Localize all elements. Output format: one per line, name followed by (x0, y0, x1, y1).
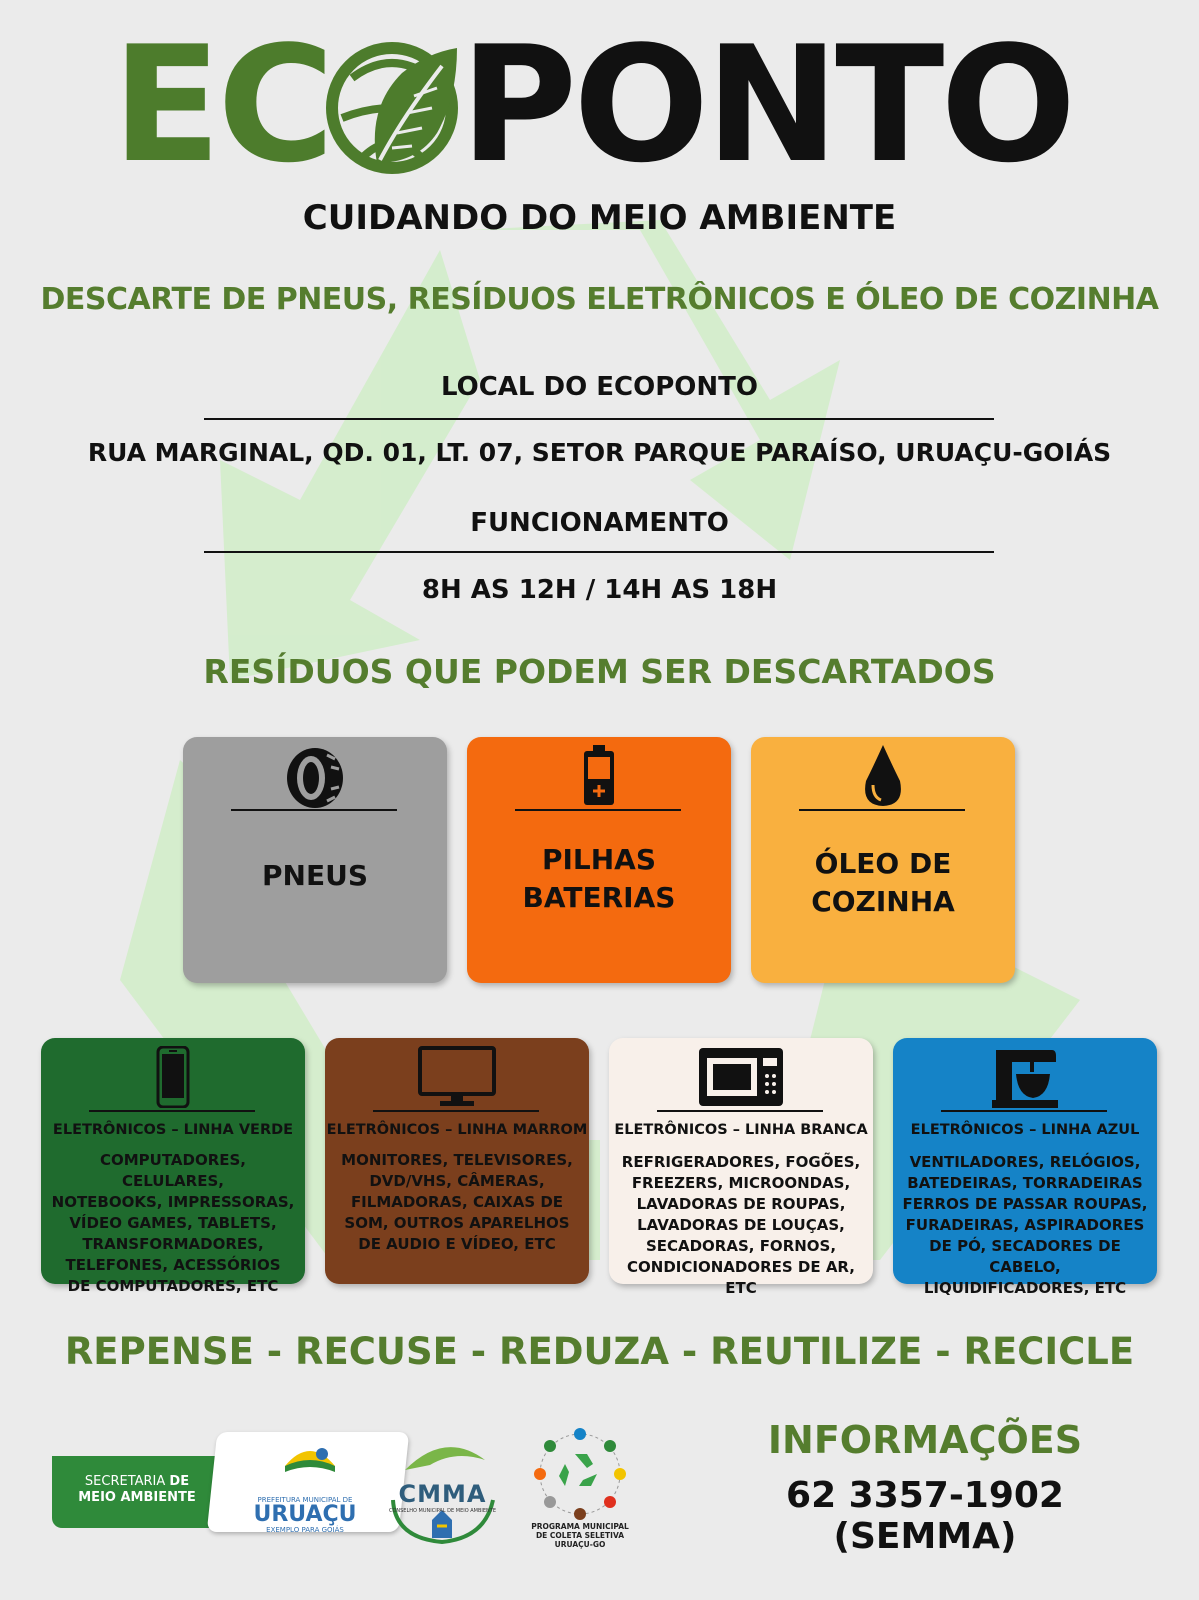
card-divider (941, 1110, 1107, 1112)
card-title: ELETRÔNICOS – LINHA BRANCA (614, 1122, 868, 1138)
card-divider (89, 1110, 255, 1112)
card-divider (799, 809, 965, 811)
program-line: DE COLETA SELETIVA (535, 1531, 625, 1540)
card-linha-azul (893, 1038, 1157, 1297)
card-description (899, 1152, 1151, 1299)
card-line: DVD/VHS, CÂMERAS, (369, 1172, 545, 1190)
card-linha-branca (609, 1038, 873, 1297)
address: RUA MARGINAL, QD. 01, LT. 07, SETOR PARQUE PARAÍSO, URUAÇU-GOIÁS (87, 438, 1112, 467)
card-line: SOM, OUTROS APARELHOS (344, 1214, 570, 1232)
card-label-line1: ÓLEO DE (814, 847, 952, 880)
city-name: URUAÇU (253, 1502, 357, 1527)
card-description (615, 1152, 867, 1299)
card-line: NOTEBOOKS, IMPRESSORAS, (51, 1193, 295, 1211)
card-line: LAVADORAS DE LOUÇAS, (637, 1216, 845, 1234)
secretaria-de: DE (169, 1474, 190, 1489)
secretaria-line2: MEIO AMBIENTE (78, 1490, 196, 1505)
card-description (331, 1150, 583, 1255)
coleta-seletiva-logo (525, 1428, 635, 1549)
card-line: VÍDEO GAMES, TABLETS, (69, 1214, 277, 1232)
globe-leaf-icon (322, 38, 467, 178)
headline: DESCARTE DE PNEUS, RESÍDUOS ELETRÔNICOS E ÓLEO DE COZINHA (40, 282, 1159, 317)
card-title: ELETRÔNICOS – LINHA VERDE (52, 1122, 294, 1138)
divider (204, 551, 994, 553)
battery-icon (582, 745, 616, 807)
card-divider (373, 1110, 539, 1112)
prefeitura-text (230, 1496, 380, 1534)
card-linha-marrom (325, 1038, 589, 1284)
card-pilhas (467, 737, 731, 983)
card-line: DE AUDIO E VÍDEO, ETC (358, 1235, 556, 1253)
divider (204, 418, 994, 420)
card-line: DE COMPUTADORES, ETC (67, 1277, 279, 1295)
microwave-icon (697, 1046, 785, 1108)
motto: REPENSE - RECUSE - REDUZA - REUTILIZE - RECICLE (64, 1330, 1135, 1373)
title-ponto: PONTO (460, 11, 1073, 198)
program-text (515, 1522, 645, 1549)
cmma-full-name: CONSELHO MUNICIPAL DE MEIO AMBIENTE (388, 1508, 497, 1514)
monitor-icon (418, 1046, 496, 1108)
info-label: INFORMAÇÕES (767, 1418, 1083, 1462)
card-divider (657, 1110, 823, 1112)
card-line: COMPUTADORES, CELULARES, (99, 1151, 247, 1190)
card-label-line1: PILHAS (541, 843, 657, 876)
location-label: LOCAL DO ECOPONTO (440, 372, 758, 402)
secretaria-text (62, 1474, 212, 1506)
card-pneus (183, 737, 447, 983)
card-line: REFRIGERADORES, FOGÕES, (621, 1153, 861, 1171)
card-line: SECADORAS, FORNOS, (645, 1237, 837, 1255)
waste-heading: RESÍDUOS QUE PODEM SER DESCARTADOS (203, 652, 996, 691)
card-line: MONITORES, TELEVISORES, (341, 1151, 573, 1169)
program-line: PROGRAMA MUNICIPAL (531, 1522, 629, 1531)
card-line: FERROS DE PASSAR ROUPAS, (902, 1195, 1148, 1213)
card-line: BATEDEIRAS, TORRADEIRAS (907, 1174, 1143, 1192)
cmma-title: CMMA (398, 1480, 487, 1508)
uruacu-crest-icon (280, 1436, 340, 1480)
recycle-circle-icon (525, 1428, 635, 1522)
card-line: FREEZERS, MICROONDAS, (631, 1174, 851, 1192)
card-line: FURADEIRAS, ASPIRADORES (905, 1216, 1145, 1234)
phone-number[interactable]: 62 3357-1902 (SEMMA) (786, 1475, 1064, 1557)
secretaria-line1: SECRETARIA (84, 1474, 166, 1489)
card-title: ELETRÔNICOS – LINHA AZUL (910, 1122, 1140, 1138)
secretaria-logo (52, 1426, 357, 1538)
card-line: LIQUIDIFICADORES, ETC (923, 1279, 1127, 1297)
hours-value: 8H AS 12H / 14H AS 18H (421, 575, 778, 605)
hours-label: FUNCIONAMENTO (470, 508, 729, 538)
card-line: TELEFONES, ACESSÓRIOS (65, 1256, 281, 1274)
stand-mixer-icon (992, 1046, 1058, 1108)
card-oleo (751, 737, 1015, 983)
card-divider (231, 809, 397, 811)
ecoponto-logo (0, 11, 1199, 198)
card-line: LAVADORAS DE ROUPAS, (636, 1195, 846, 1213)
card-label: PNEUS (262, 859, 368, 892)
card-line: DE PÓ, SECADORES DE CABELO, (929, 1237, 1121, 1276)
card-linha-verde (41, 1038, 305, 1295)
card-line: TRANSFORMADORES, (82, 1235, 264, 1253)
card-line: VENTILADORES, RELÓGIOS, (909, 1153, 1141, 1171)
cmma-logo (385, 1430, 500, 1545)
card-title: ELETRÔNICOS – LINHA MARROM (326, 1122, 588, 1138)
program-line: URUAÇU-GO (554, 1540, 606, 1549)
city-tagline: EXEMPLO PARA GOIÁS (266, 1526, 344, 1534)
subtitle: CUIDANDO DO MEIO AMBIENTE (302, 198, 897, 238)
card-label-line2: BATERIAS (522, 881, 676, 914)
title-eco: EC (112, 11, 331, 198)
card-divider (515, 809, 681, 811)
prefeitura-label: PREFEITURA MUNICIPAL DE (257, 1496, 353, 1504)
card-description (47, 1150, 299, 1297)
tire-icon (283, 745, 347, 811)
card-line: CONDICIONADORES DE AR, ETC (627, 1258, 855, 1297)
card-label-line2: COZINHA (811, 885, 955, 918)
smartphone-icon (156, 1046, 190, 1108)
card-line: FILMADORAS, CAIXAS DE (350, 1193, 564, 1211)
oil-drop-icon (863, 745, 903, 807)
